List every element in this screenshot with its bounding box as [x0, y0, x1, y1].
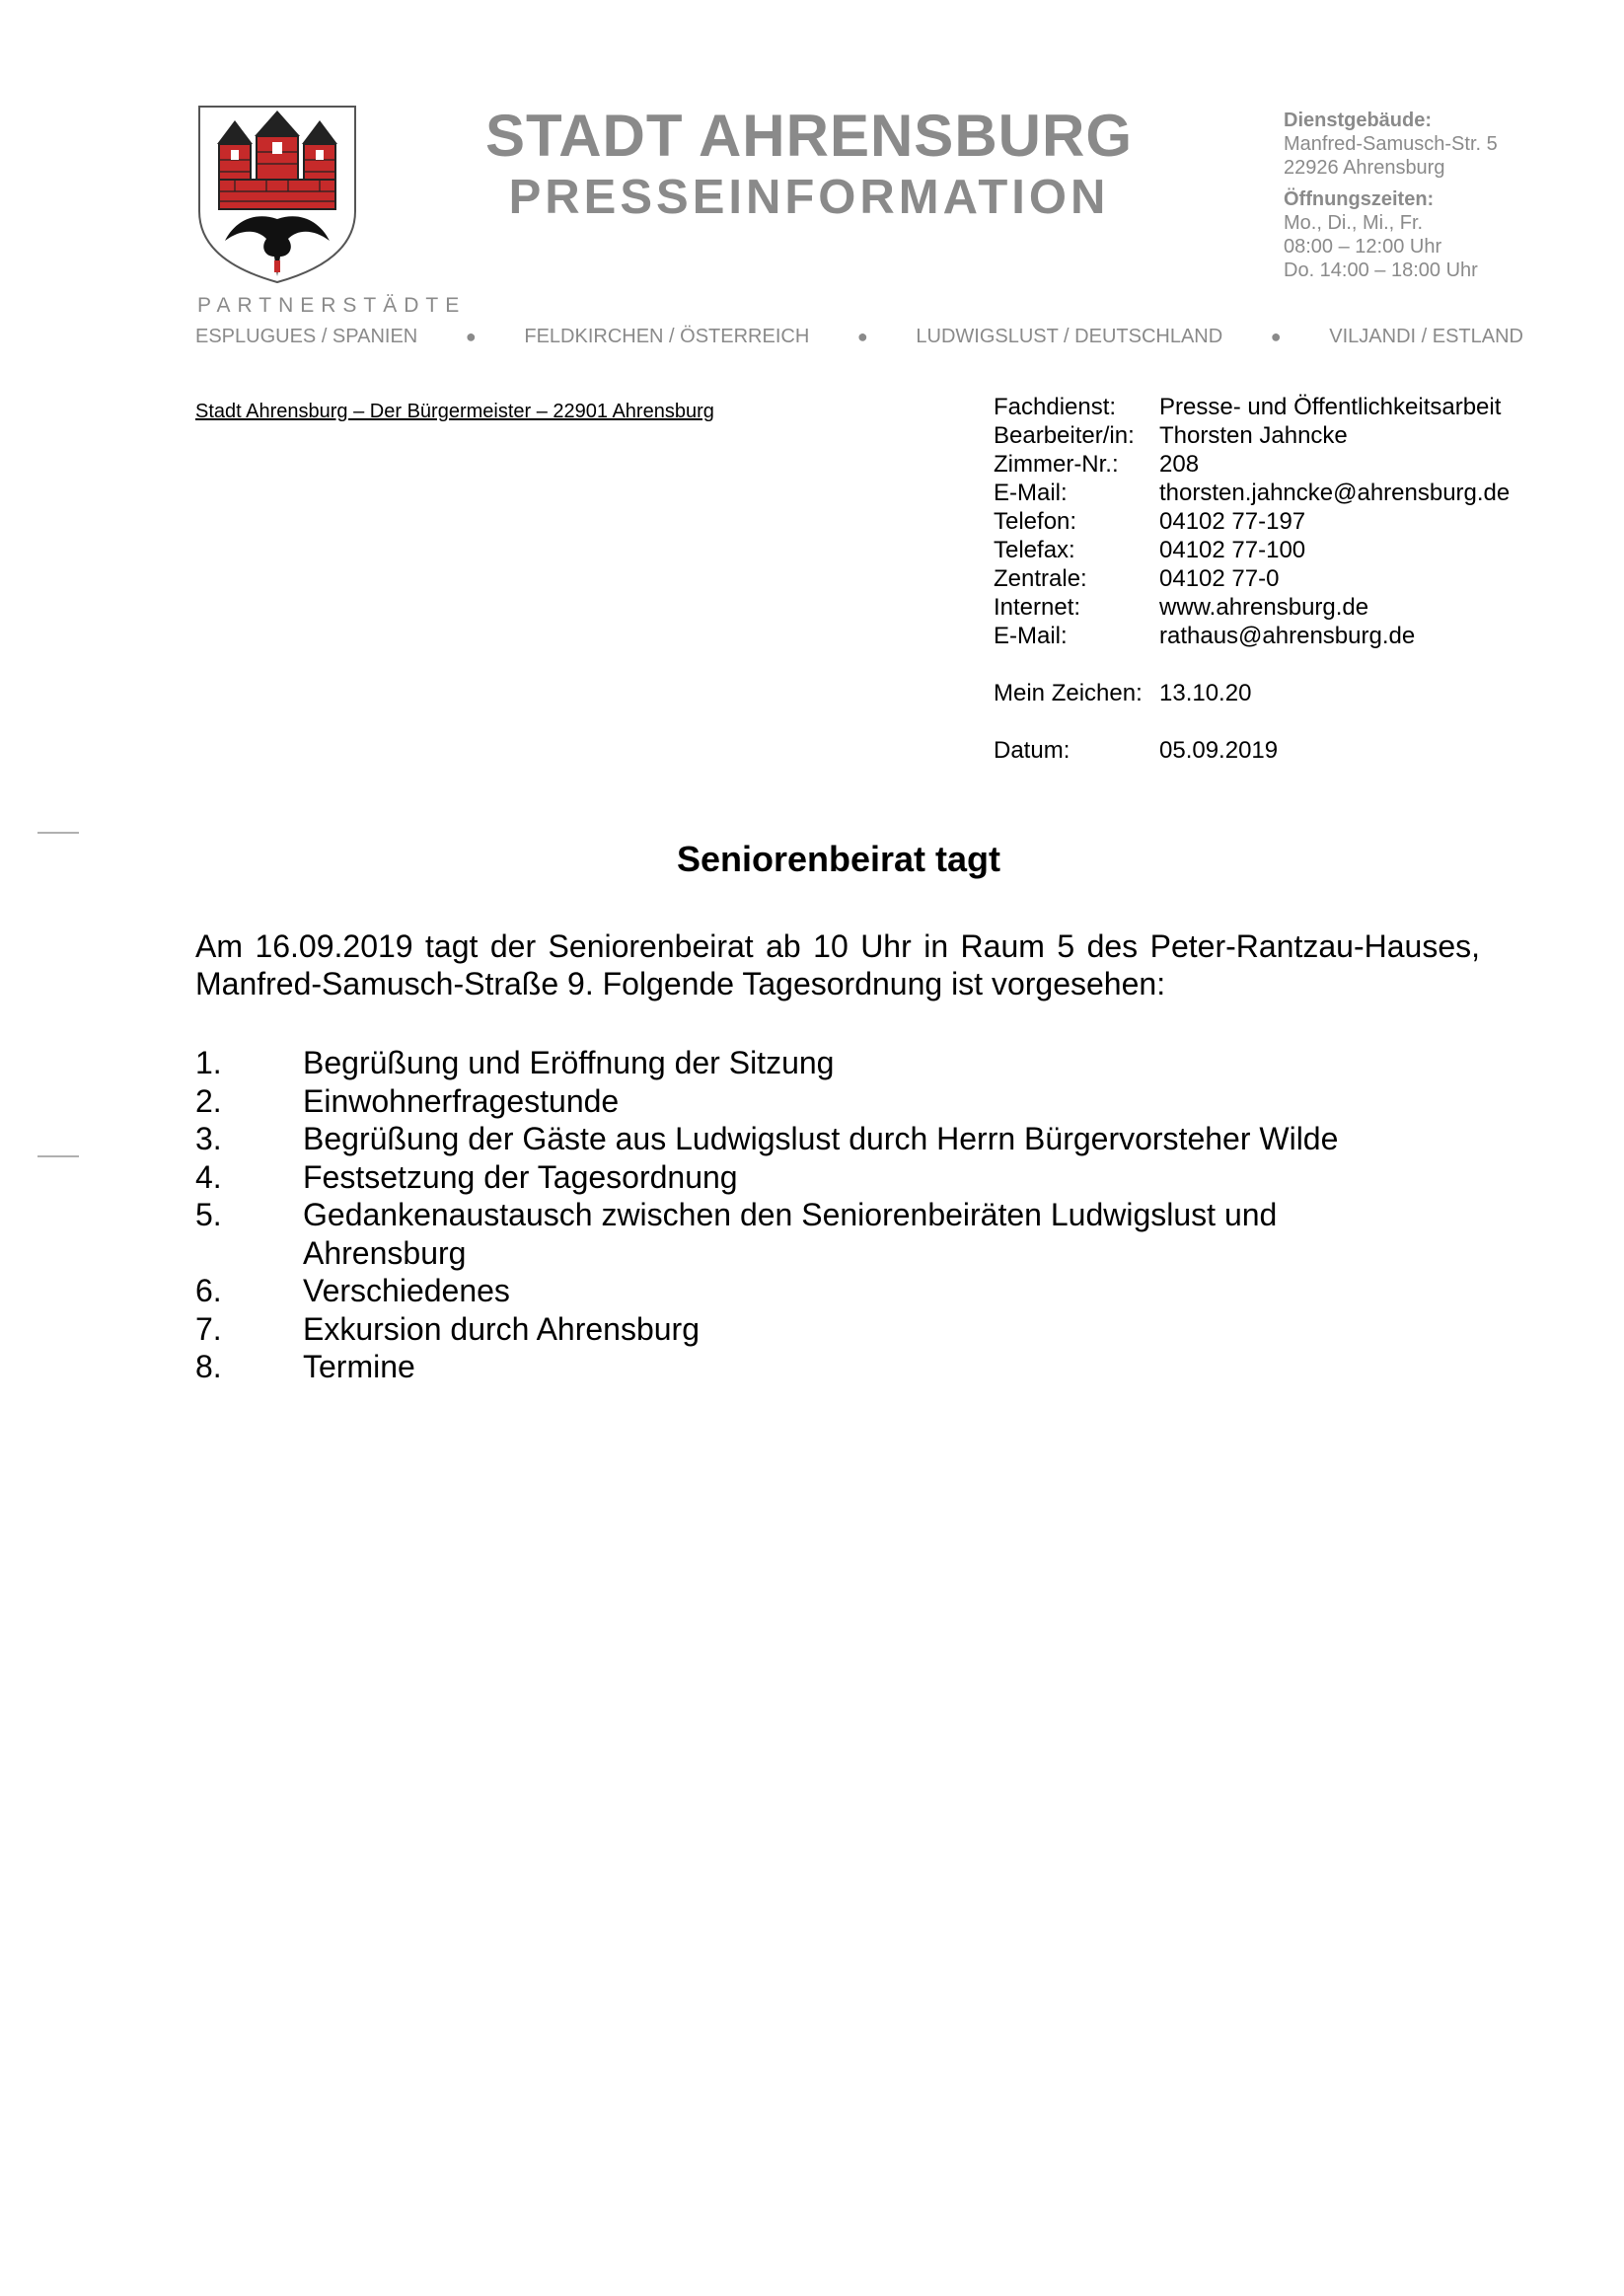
- contact-row: [994, 536, 1510, 564]
- hours-morning: 08:00 – 12:00 Uhr: [1284, 236, 1442, 258]
- contact-row: [994, 622, 1510, 650]
- separator-dot: ●: [1270, 327, 1282, 346]
- office-info: [1284, 109, 1609, 282]
- contact-value: 208: [1159, 451, 1200, 478]
- sender-line: Stadt Ahrensburg – Der Bürgermeister – 22901 Ahrensburg: [195, 401, 714, 422]
- separator-dot: ●: [465, 327, 477, 346]
- agenda-text: Gedankenaustausch zwischen den Seniorenbeiräten Ludwigslust und Ahrensburg: [303, 1197, 1278, 1271]
- agenda-text: Einwohnerfragestunde: [303, 1082, 620, 1119]
- agenda-list: [195, 1044, 1429, 1386]
- agenda-number: 5.: [195, 1197, 222, 1232]
- contact-row: [994, 421, 1510, 450]
- separator-dot: ●: [856, 327, 868, 346]
- agenda-number: 4.: [195, 1158, 222, 1195]
- partner-city: LUDWIGSLUST / DEUTSCHLAND: [916, 326, 1223, 347]
- building-street: Manfred-Samusch-Str. 5: [1284, 133, 1498, 155]
- article-intro: Am 16.09.2019 tagt der Seniorenbeirat ab 10 Uhr in Raum 5 des Peter-Rantzau-Hauses, Manfred-Samusch-Straße 9. Folgende Tagesordnung ist vorgesehen:: [195, 928, 1480, 1001]
- agenda-text: Begrüßung der Gäste aus Ludwigslust durch Herrn Bürgervorsteher Wilde: [303, 1121, 1339, 1156]
- reference-row: [994, 679, 1510, 707]
- agenda-text: Festsetzung der Tagesordnung: [303, 1158, 738, 1195]
- contact-value: 04102 77-0: [1159, 565, 1280, 592]
- contact-label: Zentrale:: [994, 565, 1087, 592]
- contact-value: www.ahrensburg.de: [1159, 594, 1369, 621]
- agenda-text: Begrüßung und Eröffnung der Sitzung: [303, 1045, 835, 1080]
- contact-label: Telefon:: [994, 508, 1077, 535]
- contact-block: [994, 393, 1510, 765]
- date-row: [994, 736, 1510, 765]
- agenda-number: 7.: [195, 1310, 222, 1347]
- agenda-number: 1.: [195, 1045, 222, 1080]
- agenda-number: 6.: [195, 1273, 222, 1308]
- agenda-item: [195, 1120, 1429, 1158]
- contact-value: thorsten.jahncke@ahrensburg.de: [1159, 480, 1511, 506]
- fold-mark: [37, 832, 79, 834]
- contact-value: 04102 77-197: [1159, 508, 1306, 535]
- hours-thursday: Do. 14:00 – 18:00 Uhr: [1284, 259, 1478, 281]
- agenda-item: [195, 1348, 1429, 1386]
- contact-value: Thorsten Jahncke: [1159, 422, 1348, 449]
- contact-value: Presse- und Öffentlichkeitsarbeit: [1159, 394, 1502, 420]
- reference-label: Mein Zeichen:: [994, 680, 1143, 706]
- contact-row: [994, 593, 1510, 622]
- building-label: Dienstgebäude:: [1284, 110, 1433, 131]
- partner-cities-title: PARTNERSTÄDTE: [197, 294, 467, 317]
- date-label: Datum:: [994, 737, 1070, 764]
- contact-label: E-Mail:: [994, 623, 1068, 649]
- contact-value: 04102 77-100: [1159, 537, 1306, 563]
- agenda-number: 3.: [195, 1121, 222, 1156]
- agenda-number: 8.: [195, 1349, 222, 1384]
- contact-label: Bearbeiter/in:: [994, 422, 1135, 449]
- partner-city: ESPLUGUES / SPANIEN: [195, 326, 418, 347]
- contact-label: Fachdienst:: [994, 394, 1117, 420]
- page-title: STADT AHRENSBURG: [485, 103, 1133, 169]
- partner-city: VILJANDI / ESTLAND: [1329, 326, 1523, 347]
- contact-row: [994, 507, 1510, 536]
- contact-label: E-Mail:: [994, 480, 1068, 506]
- contact-label: Internet:: [994, 594, 1081, 621]
- coat-of-arms-icon: [195, 103, 359, 286]
- page-subtitle: PRESSEINFORMATION: [508, 171, 1110, 224]
- agenda-item: [195, 1272, 1429, 1310]
- date-value: 05.09.2019: [1159, 737, 1279, 764]
- agenda-text: Verschiedenes: [303, 1273, 510, 1308]
- contact-row: [994, 479, 1510, 507]
- agenda-item: [195, 1310, 1429, 1349]
- contact-value: rathaus@ahrensburg.de: [1159, 623, 1416, 649]
- contact-row: [994, 393, 1510, 421]
- contact-row: [994, 450, 1510, 479]
- hours-label: Öffnungszeiten:: [1284, 188, 1435, 210]
- agenda-text: Termine: [303, 1349, 415, 1384]
- hours-days: Mo., Di., Mi., Fr.: [1284, 212, 1424, 234]
- fold-mark: [37, 1155, 79, 1157]
- reference-value: 13.10.20: [1159, 680, 1252, 706]
- article-headline: Seniorenbeirat tagt: [676, 839, 1001, 879]
- contact-label: Telefax:: [994, 537, 1075, 563]
- agenda-item: [195, 1158, 1429, 1197]
- agenda-item: [195, 1044, 1429, 1082]
- contact-label: Zimmer-Nr.:: [994, 451, 1119, 478]
- agenda-item: [195, 1082, 1429, 1121]
- agenda-text: Exkursion durch Ahrensburg: [303, 1310, 700, 1347]
- partner-cities-list: [195, 326, 1523, 348]
- agenda-item: [195, 1196, 1429, 1272]
- agenda-number: 2.: [195, 1082, 222, 1119]
- contact-row: [994, 564, 1510, 593]
- building-city: 22926 Ahrensburg: [1284, 157, 1445, 179]
- partner-city: FELDKIRCHEN / ÖSTERREICH: [524, 326, 810, 347]
